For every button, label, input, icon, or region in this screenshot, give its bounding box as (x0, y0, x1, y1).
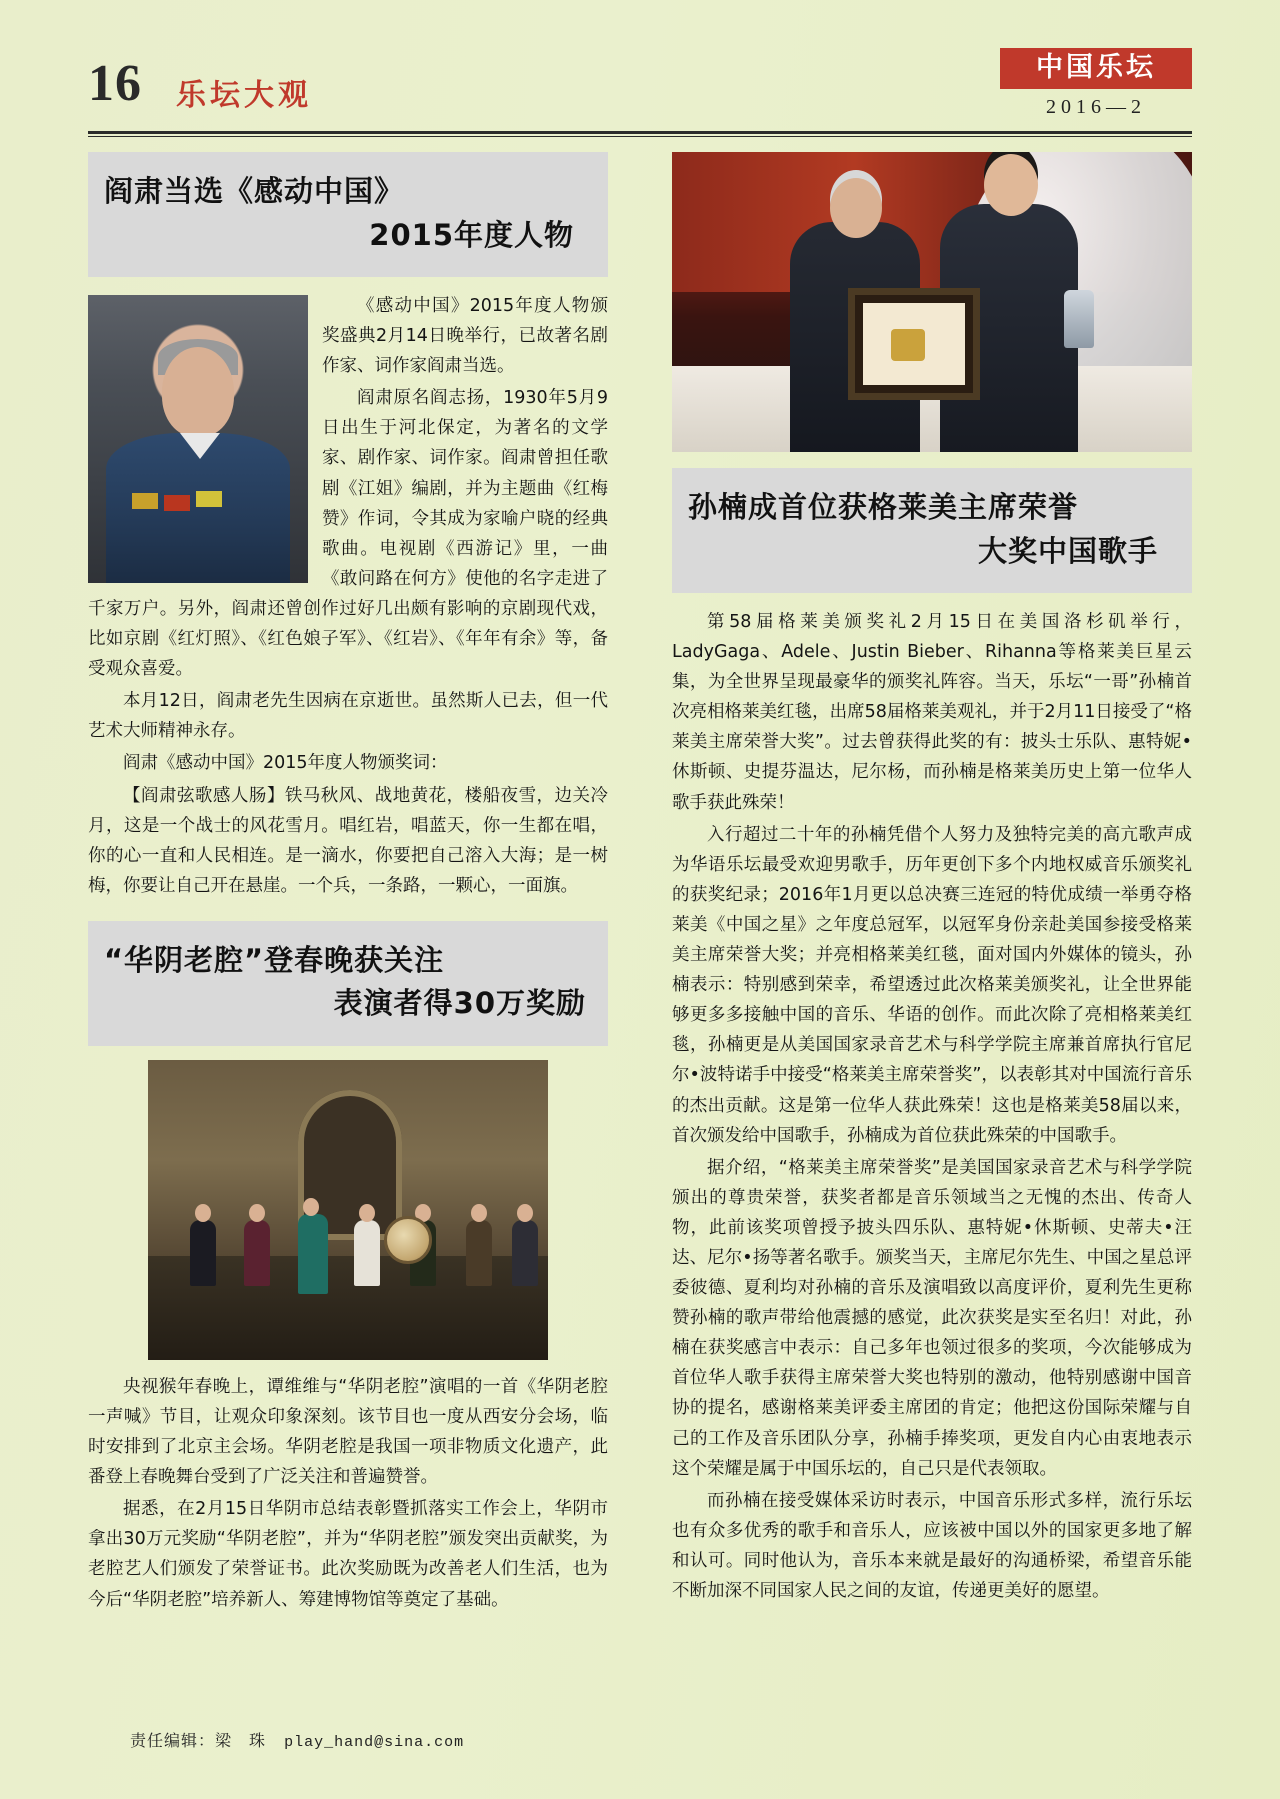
right-article-paragraph: 据介绍，“格莱美主席荣誉奖”是美国国家录音艺术与科学学院颁出的尊贵荣誉，获奖者都是音乐领域当之无愧的杰出、传奇人物，此前该奖项曾授予披头四乐队、惠特妮•休斯顿、史蒂夫•汪达、尼尔•扬等著名歌手。颁奖当天，主席尼尔先生、中国之星总评委彼德、夏利均对孙楠的音乐及演唱致以高度评价，夏利先生更称赞孙楠的歌声带给他震撼的感觉，此次获奖是实至名归！对此，孙楠在获奖感言中表示：自己多年也领过很多的奖项，今次能够成为首位华人歌手获得主席荣誉大奖也特别的激动，他特别感谢中国音协的提名，感谢格莱美评委主席团的肯定；他把这份国际荣耀与自己的工作及音乐团队分享，孙楠手捧奖项，更发自内心由衷地表示这个荣耀是属于中国乐坛的，自己只是代表领取。 (672, 1157, 1192, 1479)
performer (354, 1220, 380, 1286)
article2-photo (148, 1060, 548, 1360)
performer (466, 1220, 492, 1286)
article1-headline-line1: 阎肃当选《感动中国》 (104, 174, 405, 208)
right-article-paragraph: 入行超过二十年的孙楠凭借个人努力及独特完美的高亢歌声成为华语乐坛最受欢迎男歌手，历年更创下多个内地权威音乐颁奖礼的获奖纪录；2016年1月更以总决赛三连冠的特优成绩一举勇夺格莱美《中国之星》之年度总冠军，以冠军身份亲赴美国参接受格莱美主席荣誉大奖；并亮相格莱美红毯，面对国内外媒体的镜头，孙楠表示：特别感到荣幸，希望透过此次格莱美颁奖礼，让全世界能够更多多接触中国的音乐、华语的创作。而此次除了亮相格莱美红毯，孙楠更是从美国国家录音艺术与科学学院主席兼首席执行官尼尔•波特诺手中接受“格莱美主席荣誉奖”，以表彰其对中国流行音乐的杰出贡献。这是第一位华人获此殊荣！这也是格莱美58届以来，首次颁发给中国歌手，孙楠成为首位获此殊荣的中国歌手。 (672, 824, 1192, 1146)
issue-label: 2016—2 (1046, 96, 1146, 119)
certificate-mat (863, 303, 965, 385)
right-article-headline-line2: 大奖中国歌手 (977, 533, 1158, 568)
article2-paragraph: 央视猴年春晚上，谭维维与“华阴老腔”演唱的一首《华阴老腔一声喊》节目，让观众印象深刻。该节目也一度从西安分会场，临时安排到了北京主会场。华阴老腔是我国一项非物质文化遗产，此番登上春晚舞台受到了广泛关注和普遍赞誉。 (88, 1376, 608, 1488)
article1-paragraph: 本月12日，阎肃老先生因病在京逝世。虽然斯人已去，但一代艺术大师精神永存。 (88, 691, 608, 742)
grammy-photo (672, 152, 1192, 452)
brand-logo: 中国乐坛 (1000, 48, 1192, 89)
portrait-image (88, 295, 308, 583)
article1-paragraph: 【阎肃弦歌感人肠】铁马秋风、战地黄花，楼船夜雪，边关冷月，这是一个战士的风花雪月。唱红岩，唱蓝天，你一生都在唱，你的心一直和人民相连。是一滴水，你要把自己溶入大海；是一树梅，你要让自己开在悬崖。一个兵，一条路，一颗心，一面旗。 (88, 785, 608, 896)
article1-headline-line2: 2015年度人物 (369, 217, 574, 252)
article1-paragraph: 阎肃《感动中国》2015年度人物颁奖词： (123, 753, 448, 774)
drum-instrument (384, 1216, 432, 1264)
left-column (88, 152, 608, 1617)
footer (130, 1728, 464, 1751)
article1-photo (88, 295, 308, 583)
right-article-headline (672, 468, 1192, 593)
portrait-medals (132, 493, 158, 509)
right-article-body (672, 607, 1192, 1606)
right-article-paragraph: 第58届格莱美颁奖礼2月15日在美国洛杉矶举行，LadyGaga、Adele、Justin Bieber、Rihanna等格莱美巨星云集，为全世界呈现最豪华的颁奖礼阵容。当天，乐坛“一哥”孙楠首次亮相格莱美红毯，出席58届格莱美观礼，并于2月11日接受了“格莱美主席荣誉大奖”。过去曾获得此奖的有：披头士乐队、惠特妮•休斯顿、史提芬温达，尼尔杨，而孙楠是格莱美历史上第一位华人歌手获此殊荣！ (672, 612, 1192, 813)
article1-paragraph: 阎肃原名阎志扬，1930年5月9日出生于河北保定，为著名的文学家、剧作家、词作家。阎肃曾担任歌剧《江姐》编剧，并为主题曲《红梅赞》作词，令其成为家喻户晓的经典歌曲。电视剧《西游记》里，一曲《敢问路在何方》使他的名字走进了千家万户。另外，阎肃还曾创作过好几出颇有影响的京剧现代戏，比如京剧《红灯照》、《红色娘子军》、《红岩》、《年年有余》等，备受观众喜爱。 (88, 388, 608, 680)
performer (512, 1220, 538, 1286)
article2-paragraph: 据悉，在2月15日华阴市总结表彰暨抓落实工作会上，华阴市拿出30万元奖励“华阴老腔”，并为“华阴老腔”颁发突出贡献奖，为老腔艺人们颁发了荣誉证书。此次奖励既为改善老人们生活，也为今后“华阴老腔”培养新人、筹建博物馆等奠定了基础。 (88, 1499, 608, 1610)
page-number: 16 (88, 55, 142, 112)
article2-headline-line1: “华阴老腔”登春晚获关注 (104, 942, 445, 977)
article2-headline-line2: 表演者得30万奖励 (333, 986, 586, 1021)
article2-headline (88, 921, 608, 1046)
right-article-headline-line1: 孙楠成首位获格莱美主席荣誉 (688, 490, 1079, 524)
masthead (88, 48, 1192, 138)
editor-credit: 责任编辑：梁 珠 (130, 1731, 267, 1750)
performer (244, 1220, 270, 1286)
editor-email[interactable]: play_hand@sina.com (284, 1734, 465, 1751)
award-certificate (848, 288, 980, 400)
right-article-paragraph: 而孙楠在接受媒体采访时表示，中国音乐形式多样，流行乐坛也有众多优秀的歌手和音乐人，应该被中国以外的国家更多地了解和认可。同时他认为，音乐本来就是最好的沟通桥梁，希望音乐能不断加深不同国家人民之间的友谊，传递更美好的愿望。 (672, 1490, 1192, 1601)
right-column (672, 152, 1192, 1608)
article1-headline (88, 152, 608, 277)
singer-head (984, 154, 1038, 216)
header-rule-thick (88, 131, 1192, 134)
section-title: 乐坛大观 (176, 78, 312, 113)
article2-body (88, 1372, 608, 1615)
article1-paragraph: 《感动中国》2015年度人物颁奖盛典2月14日晚举行，已故著名剧作家、词作家阎肃当选。 (322, 296, 608, 377)
performer (190, 1220, 216, 1286)
presenter-head (830, 178, 882, 238)
brand-box (1000, 48, 1192, 119)
trophy-icon (1064, 290, 1094, 348)
article1-body (88, 291, 608, 903)
header-rule-thin (88, 136, 1192, 137)
portrait-face (162, 347, 234, 437)
performer (298, 1214, 328, 1294)
